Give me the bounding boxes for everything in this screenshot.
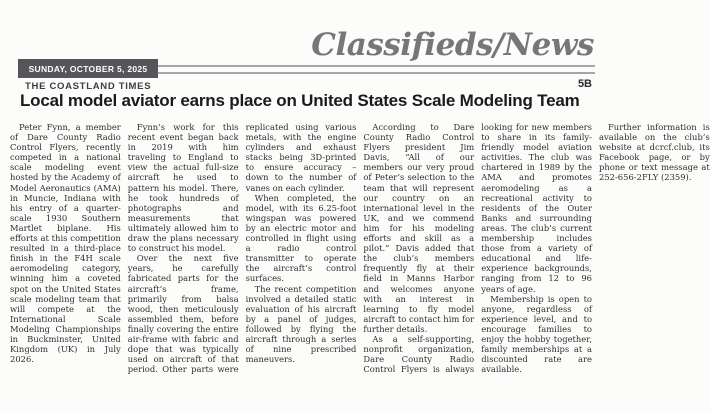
- article-paragraph: Membership is open to anyone, regardless of experience level, and to encourage families to enjoy the hobby together, family memberships at a discounted rate are available.: [481, 293, 592, 375]
- article-paragraph: The recent competition involved a detailed static evaluation of his aircraft by a panel of judges, followed by flying the aircraft through a series of nine prescribed maneuvers.: [245, 283, 357, 365]
- section-title: Classifieds/News: [311, 27, 594, 63]
- article-paragraph: Fynn’s work for this recent event began back in 2019 with him traveling to England to view the actual full-size aircraft he used to pattern his model. There, he took hundreds of photographs and measurements that ultimately allowed him to draw the plans necessary to construct his model.: [127, 122, 239, 254]
- date-banner: SUNDAY, OCTOBER 5, 2025: [18, 59, 158, 78]
- header-rule-top: [156, 65, 595, 67]
- article-paragraph: When completed, the model, with its 6.25-foot wingspan was powered by an electric motor and controlled in flight using a radio control transmitter to operate the aircraft’s control surfaces.: [245, 192, 357, 284]
- article-paragraph: Further information is available on the club’s website at dcrcf.club, its Facebook page, or by phone or text message at 252-656-2FLY (2359).: [598, 122, 710, 183]
- article-paragraph: As a self-supporting, nonprofit organization, Dare County Radio Control Flyers is always looking for new members to share in its family-friendly model aviation activities. The club was chartered in 1989 by the AMA and promotes aeromodeling as a recreational activity to residents of the Outer Banks and surrounding areas. The club’s current membership includes those from a variety of educational and life-experience backgrounds, ranging from 12 to 96 years of age.: [363, 122, 592, 375]
- article-paragraph: Peter Fynn, a member of Dare County Radio Control Flyers, recently competed in a national scale modeling event hosted by the Academy of Model Aeronautics (AMA) in Muncie, Indiana with his entry of a quarter-scale 1930 Southern Martlet biplane. His efforts at this competition resulted in a third-place finish in the F4H scale aeromodeling category, winning him a coveted spot on the United States scale modeling team that will compete at the International Scale Modeling Championships in Buckminster, United Kingdom (UK) in July 2026.: [10, 122, 121, 365]
- article-paragraph: Over the next five years, he carefully fabricated parts for the aircraft’s frame, primarily from balsa wood, then meticulously assembled them, before finally covering the entire air-frame with fabric and dope that was typically used on aircraft of that period. Other parts were replicated using various metals, with the engine cylinders and exhaust stacks being 3D-printed to ensure accuracy – down to the number of vanes on each cylinder.: [127, 122, 357, 375]
- header-rule-bottom: [156, 72, 595, 74]
- article-headline: Local model aviator earns place on United States Scale Modeling Team: [20, 91, 580, 110]
- article-paragraph: According to Dare County Radio Control Flyers president Jim Davis, “All of our members our very proud of Peter’s selection to the team that will represent our country on an international level in the UK, and we commend him for his modeling efforts and skill as a pilot.” Davis added that the club’s members frequently fly at their field in Manns Harbor and welcomes anyone with an interest in learning to fly model aircraft to contact him for further details.: [363, 122, 475, 334]
- article-body: [10, 122, 710, 384]
- page-number: 5B: [577, 78, 592, 90]
- newspaper-name: THE COASTLAND TIMES: [25, 81, 152, 92]
